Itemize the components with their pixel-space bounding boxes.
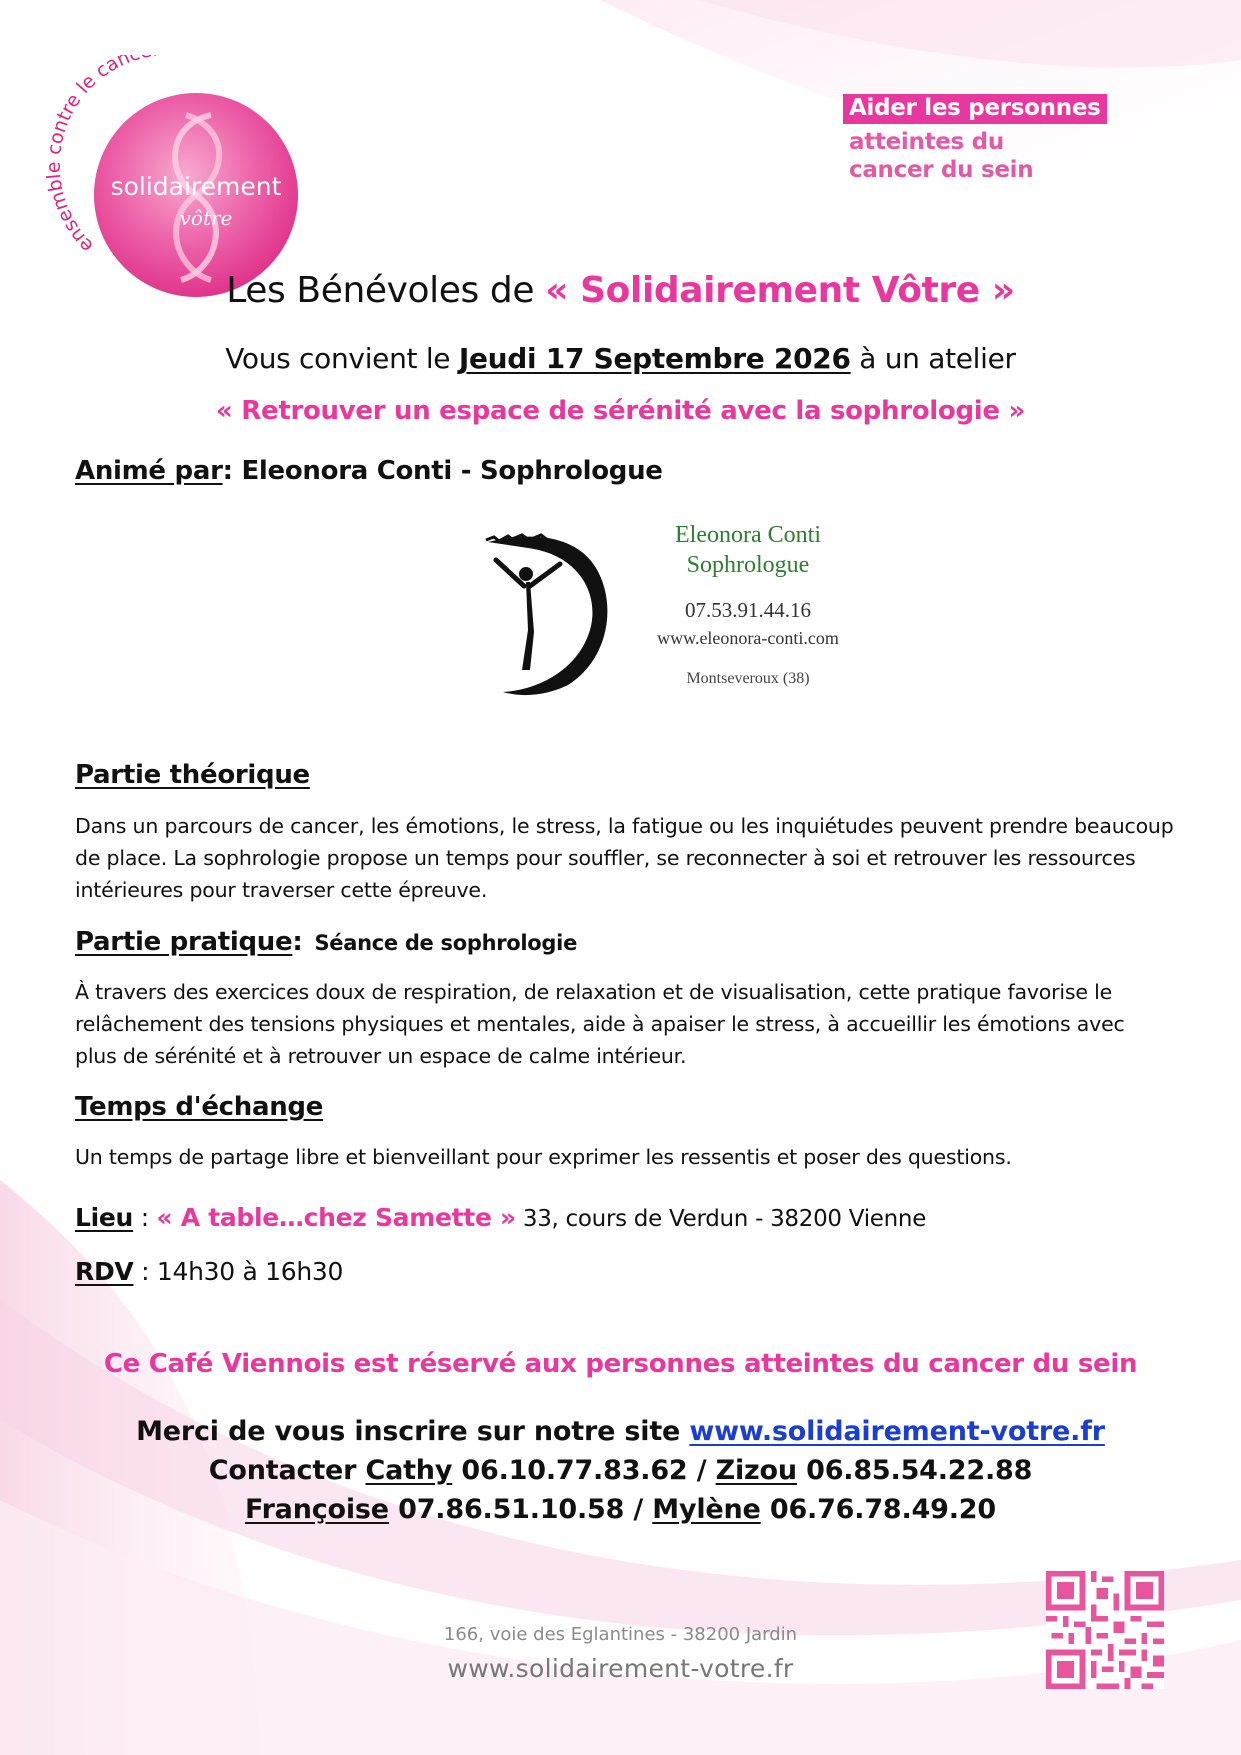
title-highlight: « Solidairement Vôtre » [545,270,1015,311]
ribbon-logo-icon [46,55,306,305]
contact-name-zizou: Zizou [715,1455,797,1486]
place-sep: : [133,1203,157,1232]
contact-name-cathy: Cathy [365,1455,453,1486]
rdv-label: RDV [75,1257,134,1286]
exchange-paragraph [75,1141,1225,1173]
theory-heading: Partie théorique [75,760,310,790]
signup-prefix: Merci de vous inscrire sur notre site [136,1416,690,1447]
invite-suffix: à un atelier [850,342,1016,375]
logo-name-line2: vôtre [179,206,233,230]
association-logo [46,55,306,305]
animator-line [75,456,663,486]
practice-line: relâchement des tensions physiques et mentales, aide à apaiser le stress, à accueillir les émotions avec [75,1012,1125,1036]
card-role: Sophrologue [686,552,810,578]
rdv-time: 14h30 à 16h30 [156,1257,344,1286]
animator-label: Animé par [75,456,223,486]
invite-prefix: Vous convient le [225,342,459,375]
title-prefix: Les Bénévoles de [226,270,546,311]
theory-paragraph [75,810,1225,906]
sophrology-figure-icon [468,520,628,700]
place-line [75,1203,926,1232]
contact-phone-mylene: 06.76.78.49.20 [760,1494,996,1525]
practice-heading-line [75,927,577,957]
badge-line3: cancer du sein [849,157,1034,183]
badge-lines [849,128,1033,184]
card-website: www.eleonora-conti.com [657,628,839,648]
practice-colon: : [292,927,303,957]
theory-line: intérieures pour traverser cette épreuve. [75,878,488,902]
badge-line2: atteintes du [849,129,1004,155]
card-location: Montseveroux (38) [686,670,810,687]
event-date: Jeudi 17 Septembre 2026 [458,342,851,375]
badge-line1: Aider les personnes [843,94,1107,124]
practice-line: À travers des exercices doux de respiration, de relaxation et de visualisation, cette pratique favorise le [75,980,1112,1004]
practice-heading: Partie pratique [75,927,293,957]
page-title [0,270,1241,311]
invite-line [0,342,1241,375]
contact-line-1 [0,1455,1241,1486]
workshop-title: « Retrouver un espace de sérénité avec la sophrologie » [216,396,1025,426]
sophrologist-card [468,520,868,710]
practice-paragraph [75,976,1225,1072]
theory-line: Dans un parcours de cancer, les émotions, le stress, la fatigue ou les inquiétudes peuvent prendre beaucoup [75,814,1174,838]
contact-phone-cathy: 06.10.77.83.62 / [452,1455,716,1486]
place-address: 33, cours de Verdun - 38200 Vienne [515,1206,927,1232]
contact-phone-francoise: 07.86.51.10.58 / [388,1494,653,1525]
contact-line-2 [0,1494,1241,1525]
reserved-note: Ce Café Viennois est réservé aux personnes atteintes du cancer du sein [103,1349,1138,1379]
practice-line: plus de sérénité et à retrouver un espace de calme intérieur. [75,1044,687,1068]
place-venue: « A table…chez Samette » [156,1203,516,1232]
logo-arc-text: ensem ontre le can [46,55,134,257]
theory-line: de place. La sophrologie propose un temps pour souffler, se reconnecter à soi et retrouver les ressources [75,846,1136,870]
contact-name-francoise: Françoise [245,1494,389,1525]
exchange-heading: Temps d'échange [75,1092,324,1122]
signup-line [0,1416,1241,1447]
exchange-line: Un temps de partage libre et bienveillant pour exprimer les ressentis et poser des questions. [75,1145,1012,1169]
contact-name-mylene: Mylène [652,1494,761,1525]
contact-prefix: Contacter [208,1455,366,1486]
footer-address: 166, voie des Eglantines - 38200 Jardin [443,1624,798,1645]
card-phone: 07.53.91.44.16 [685,598,811,622]
logo-name-line1: solidairement [110,172,282,201]
contact-phone-zizou: 06.85.54.22.88 [796,1455,1033,1486]
practice-subtitle: Séance de sophrologie [314,931,578,955]
card-name: Eleonora Conti [675,522,821,548]
footer-website[interactable]: www.solidairement-votre.fr [447,1654,794,1683]
signup-link[interactable]: www.solidairement-votre.fr [689,1416,1105,1447]
rdv-sep: : [133,1257,157,1286]
rdv-line [75,1257,343,1286]
animator-value: : Eleonora Conti - Sophrologue [222,456,663,486]
place-label: Lieu [75,1203,134,1232]
